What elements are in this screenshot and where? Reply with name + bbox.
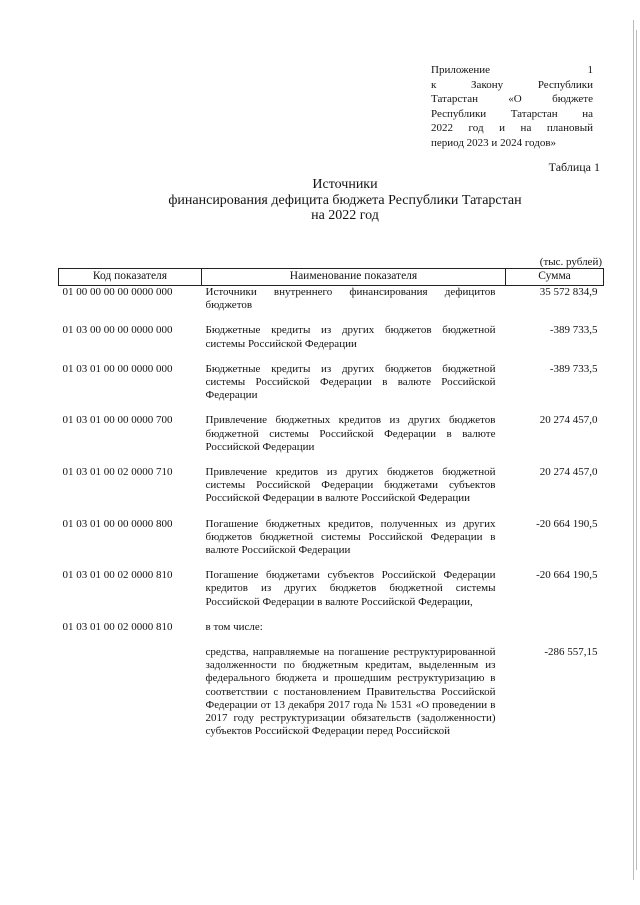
appendix-reference [431, 63, 593, 151]
appendix-line: Приложение 1 [431, 64, 593, 76]
row-name: Погашение бюджетами субъектов Российской Федерации кредитов из других бюджетов бюджетной системы Российской Федерации в валюте Российской Федерации, [205, 569, 496, 608]
appendix-line: к Закону Республики [431, 78, 593, 91]
row-name: средства, направляемые на погашение реструктурированной задолженности по бюджетным кредитам, выделенным из федерального бюджета и прошедшим реструктуризацию в соответствии с постановлением Правительства Российской Федерации от 13 декабря 2017 года № 1531 «О проведении в 2017 году реструктуризации обязательств (задолженности) субъектов Российской Федерации перед Российской [205, 646, 496, 738]
row-code: 01 03 01 00 02 0000 810 [62, 620, 173, 633]
row-name: в том числе: [205, 620, 263, 633]
table-row [59, 466, 604, 518]
table-row [59, 324, 604, 362]
appendix-line: 2022 год и на плановый [431, 122, 593, 135]
row-code: 01 00 00 00 00 0000 000 [62, 286, 173, 298]
table-row [59, 569, 604, 621]
row-code: 01 03 00 00 00 0000 000 [62, 324, 173, 337]
table-row [59, 286, 604, 325]
row-name: Погашение бюджетных кредитов, полученных из других бюджетов бюджетной системы Российской Федерации в валюте Российской Федерации [205, 517, 496, 557]
row-code [59, 646, 202, 738]
appendix-line: период 2023 и 2024 годов» [431, 136, 557, 149]
row-name: Привлечение кредитов из других бюджетов бюджетной системы Российской Федерации бюджетами субъектов Российской Федерации в валюте Российской Федерации [205, 466, 496, 505]
table-number: Таблица 1 [548, 160, 600, 174]
table-row [59, 363, 604, 415]
row-amount: -389 733,5 [549, 324, 598, 337]
row-amount: -286 557,15 [544, 646, 598, 659]
row-name: Источники внутреннего финансирования дефицитов бюджетов [205, 286, 496, 312]
document-title [120, 177, 570, 224]
sources-table [58, 268, 604, 738]
table-row [59, 621, 604, 646]
appendix-line: Татарстан «О бюджете [431, 93, 593, 106]
row-code: 01 03 01 00 00 0000 000 [62, 362, 173, 375]
table-row [59, 646, 604, 738]
row-name: Бюджетные кредиты из других бюджетов бюджетной системы Российской Федерации в валюте Российской Федерации [205, 362, 496, 402]
table-header-row [59, 269, 604, 286]
row-name: Бюджетные кредиты из других бюджетов бюджетной системы Российской Федерации [205, 324, 496, 350]
header-name: Наименование показателя [202, 269, 506, 286]
row-amount: -20 664 190,5 [536, 517, 598, 530]
scan-edge-mark [636, 30, 637, 870]
header-amount: Сумма [506, 269, 604, 286]
title-line-1: Источники [312, 177, 378, 192]
row-code: 01 03 01 00 00 0000 700 [62, 414, 173, 427]
units-label: (тыс. рублей) [539, 256, 602, 268]
row-code: 01 03 01 00 00 0000 800 [62, 517, 173, 530]
row-code: 01 03 01 00 02 0000 710 [62, 466, 173, 479]
table-row [59, 414, 604, 466]
appendix-line: Республики Татарстан на [431, 107, 593, 120]
row-code: 01 03 01 00 02 0000 810 [62, 569, 173, 582]
row-amount: -20 664 190,5 [536, 569, 598, 582]
row-amount: 20 274 457,0 [539, 414, 598, 427]
row-amount: 35 572 834,9 [539, 286, 598, 298]
table-row [59, 518, 604, 570]
title-line-3: на 2022 год [311, 208, 379, 223]
row-amount: 20 274 457,0 [539, 466, 598, 479]
row-amount [506, 621, 604, 646]
row-amount: -389 733,5 [549, 362, 598, 375]
header-code: Код показателя [59, 269, 202, 286]
row-name: Привлечение бюджетных кредитов из других бюджетов бюджетной системы Российской Федерации в валюте Российской Федерации [205, 414, 496, 453]
title-line-2: финансирования дефицита бюджета Республики Татарстан [168, 192, 522, 208]
scan-edge-mark [633, 20, 634, 880]
